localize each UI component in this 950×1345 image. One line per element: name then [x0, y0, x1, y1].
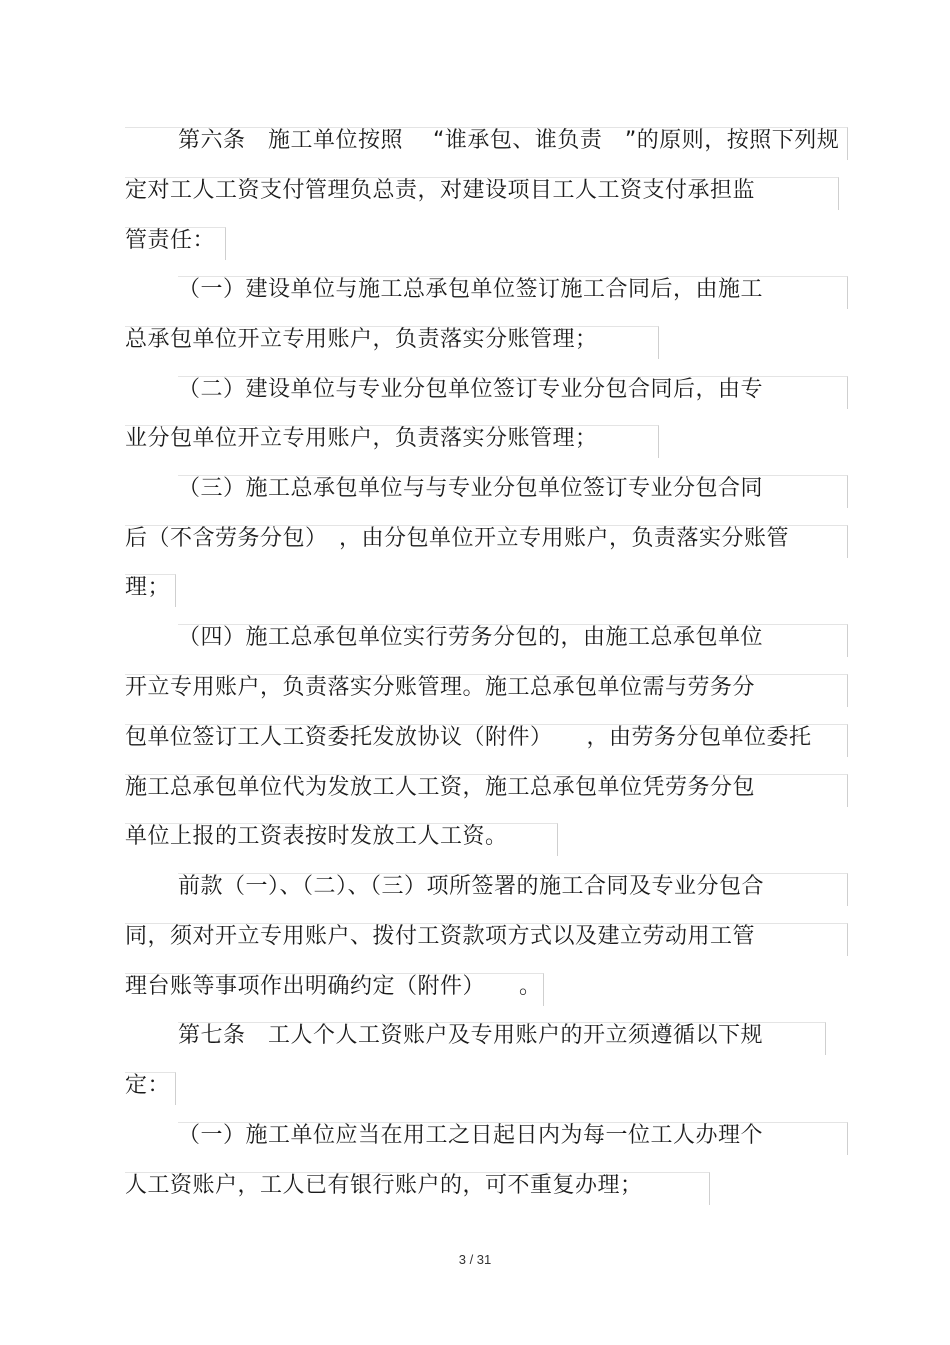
body-text-line: 总承包单位开立专用账户，负责落实分账管理；	[125, 327, 598, 352]
body-text-line: 施工总承包单位代为发放工人工资，施工总承包单位凭劳务分包	[125, 775, 756, 800]
body-text-line: （四）施工总承包单位实行劳务分包的，由施工总承包单位	[178, 625, 764, 650]
body-text-line: （一）施工单位应当在用工之日起日内为每一位工人办理个	[178, 1123, 764, 1148]
body-text-line: （一）建设单位与施工总承包单位签订施工合同后，由施工	[178, 277, 764, 302]
body-text-line: 单位上报的工资表按时发放工人工资。	[125, 824, 508, 849]
body-text-line: 定：	[125, 1073, 171, 1098]
body-text-line: （三）施工总承包单位与与专业分包单位签订专业分包合同	[178, 476, 764, 501]
body-text-line: 包单位签订工人工资委托发放协议（附件） ，由劳务分包单位委托	[125, 725, 812, 750]
body-text-line: 业分包单位开立专用账户，负责落实分账管理；	[125, 426, 598, 451]
body-text-line: （二）建设单位与专业分包单位签订专业分包合同后，由专	[178, 377, 764, 402]
body-text-line: 同，须对开立专用账户、拨付工资款项方式以及建立劳动用工管	[125, 924, 756, 949]
body-text-line: 前款（一）、（二）、（三）项所签署的施工合同及专业分包合	[178, 874, 765, 899]
body-text-line: 后（不含劳务分包） ，由分包单位开立专用账户，负责落实分账管	[125, 526, 790, 551]
body-text-line: 开立专用账户，负责落实分账管理。施工总承包单位需与劳务分	[125, 675, 756, 700]
body-text-line: 理；	[125, 575, 171, 600]
body-text-line: 定对工人工资支付管理负总责，对建设项目工人工资支付承担监	[125, 178, 756, 203]
body-text-line: 理台账等事项作出明确约定（附件） 。	[125, 974, 542, 999]
body-text-line: 第六条 施工单位按照 “谁承包、谁负责 ”的原则，按照下列规	[178, 128, 840, 153]
page-number: 3 / 31	[458, 1252, 492, 1267]
body-text-line: 人工资账户，工人已有银行账户的，可不重复办理；	[125, 1173, 643, 1198]
body-text-line: 第七条 工人个人工资账户及专用账户的开立须遵循以下规	[178, 1023, 764, 1048]
body-text-line: 管责任：	[125, 228, 216, 253]
